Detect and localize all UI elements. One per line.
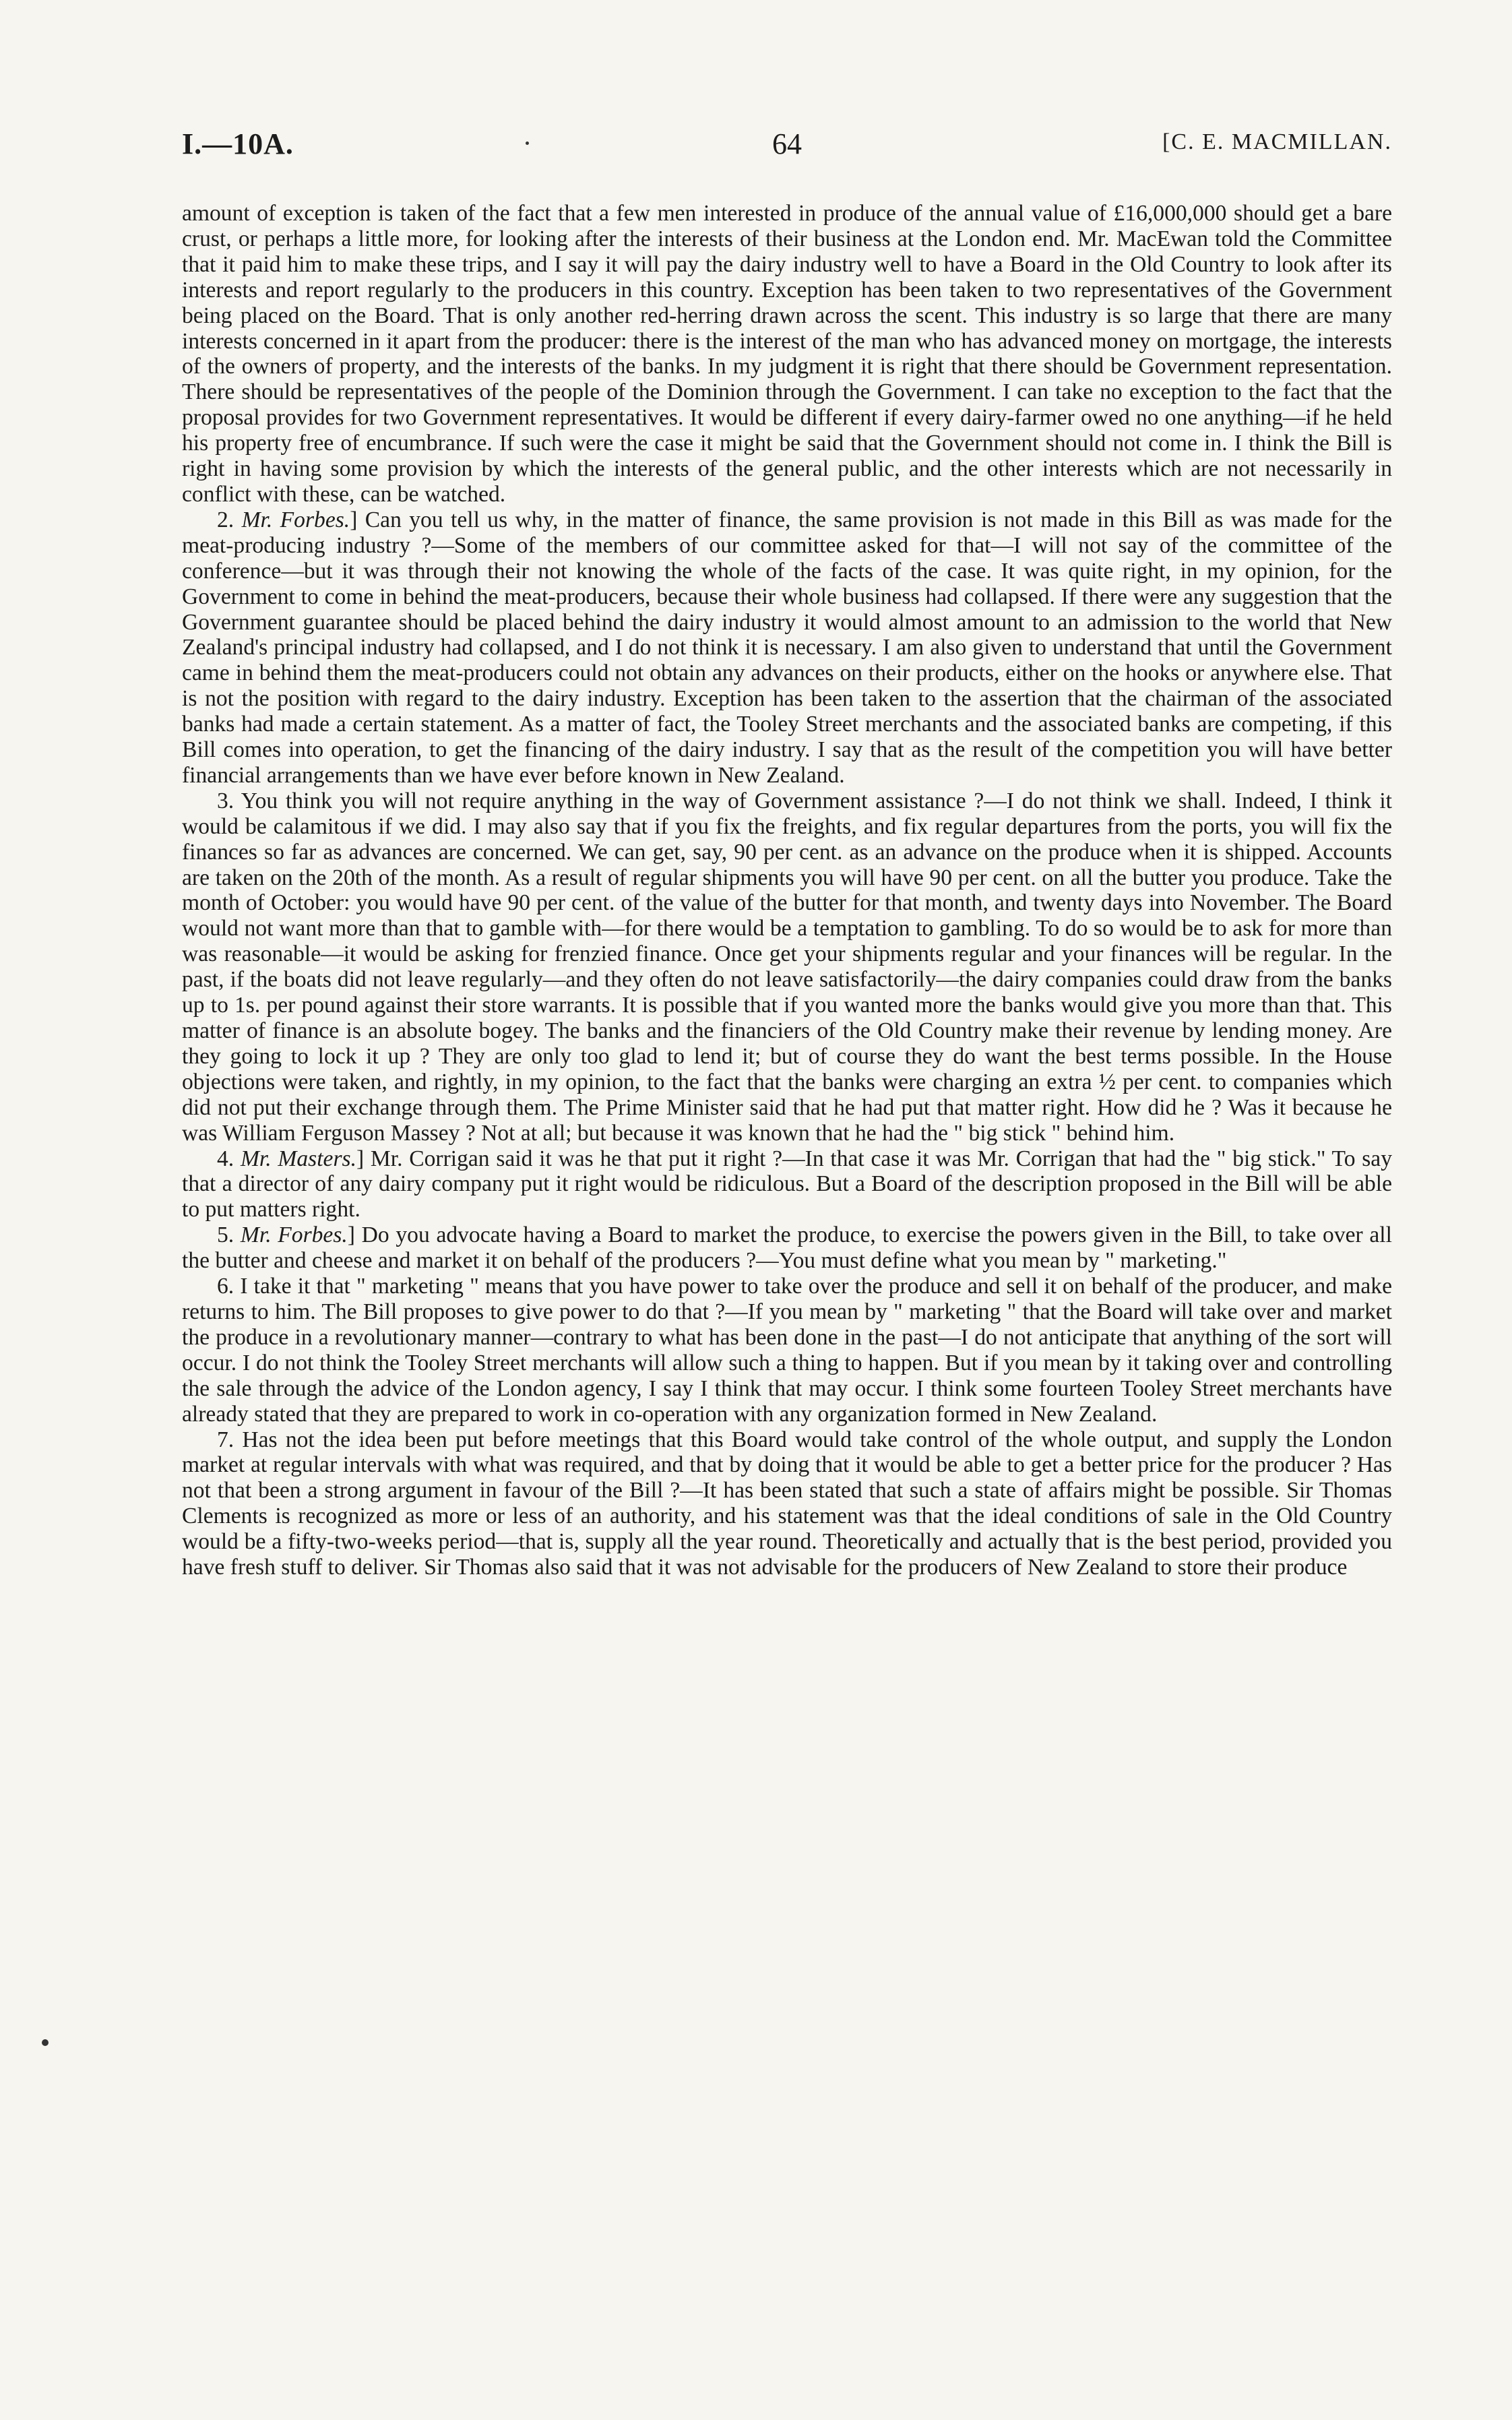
question-5 [182,1222,1392,1274]
question-number: 7. [217,1427,234,1452]
question-7 [182,1427,1392,1580]
question-number: 3. [217,788,234,813]
scan-speck-mark [526,142,529,145]
paragraph-continuation [182,201,1392,507]
paragraph-text: Has not the idea been put before meetings that this Board would take control of the whole output, and supply the London market at regular intervals with what was required, and that by doing that it would be able to get a better price for the producer ? Has not that been a strong argument in favour of the Bill ?—It has been stated that such a state of affairs might be possible. Sir Thomas Clements is recognized as more or less of an authority, and his statement was that the ideal conditions of sale in the Old Country would be a fifty-two-weeks period—that is, supply all the year round. Theoretically and actually that is the best period, provided you have fresh stuff to deliver. Sir Thomas also said that it was not advisable for the producers of New Zealand to store their produce [182,1427,1392,1580]
question-6 [182,1274,1392,1427]
question-number: 6. [217,1274,234,1299]
question-3 [182,788,1392,1146]
question-number: 5. [217,1222,234,1248]
question-number: 2. [217,507,234,532]
page-header [182,127,1392,167]
margin-dot-mark [42,2039,49,2046]
paragraph-text: You think you will not require anything in the way of Government assistance ?—I do not think we shall. Indeed, I think it would be calamitous if we did. I may also say that if you fix the freights, and fix regular departures from the ports, you will fix the finances so far as advances are concerned. We can get, say, 90 per cent. as an advance on the produce when it is shipped. Accounts are taken on the 20th of the month. As a result of regular shipments you will have 90 per cent. on all the butter you produce. Take the month of October: you would have 90 per cent. of the value of the butter for that month, and twenty days into November. The Board would not want more than that to gamble with—for there would be a temptation to gambling. To do so would be to ask for more than was reasonable—it would be asking for frenzied finance. Once get your shipments regular and your finances will be regular. In the past, if the boats did not leave regularly—and they often do not leave satisfactorily—the dairy companies could draw from the banks up to 1s. per pound against their store warrants. It is possible that if you wanted more the banks would give you more than that. This matter of finance is an absolute bogey. The banks and the financiers of the Old Country make their revenue by lending money. Are they going to lock it up ? They are only too glad to lend it; but of course they do want the best terms possible. In the House objections were taken, and rightly, in my opinion, to the fact that the banks were charging an extra ½ per cent. to companies which did not put their exchange through them. The Prime Minister said that he had put that matter right. How did he ? Was it because he was William Ferguson Massey ? Not at all; but because it was known that he had the " big stick " behind him. [182,788,1392,1146]
speaker-name: Mr. Forbes. [241,507,350,532]
paragraph-text: I take it that " marketing " means that you have power to take over the produce and sell it on behalf of the producer, and make returns to him. The Bill proposes to give power to do that ?—If you mean by " marketing " that the Board will take over and market the produce in a revolutionary manner—contrary to what has been done in the past—I do not anticipate that anything of the sort will occur. I do not think the Tooley Street merchants will allow such a thing to happen. But if you mean by it taking over and controlling the sale through the advice of the London agency, I say I think that may occur. I think some fourteen Tooley Street merchants have already stated that they are prepared to work in co-operation with any organization formed in New Zealand. [182,1274,1392,1427]
speaker-name: Mr. Masters. [240,1146,356,1171]
paragraph-text: amount of exception is taken of the fact that a few men interested in produce of the annual value of £16,000,000 should get a bare crust, or perhaps a little more, for looking after the interests of their business at the London end. Mr. MacEwan told the Committee that it paid him to make these trips, and I say it will pay the dairy industry well to have a Board in the Old Country to look after its interests and report regularly to the producers in this country. Exception has been taken to two representatives of the Government being placed on the Board. That is only another red-herring drawn across the scent. This industry is so large that there are many interests concerned in it apart from the producer: there is the interest of the man who has advanced money on mortgage, the interests of the owners of property, and the interests of the banks. In my judgment it is right that there should be Government representation. There should be representatives of the people of the Dominion through the Government. I can take no exception to the fact that the proposal provides for two Government representatives. It would be different if every dairy-farmer owed no one anything—if he held his property free of encumbrance. If such were the case it might be said that the Government should not come in. I think the Bill is right in having some provision by which the interests of the general public, and the other interests which are not necessarily in conflict with these, can be watched. [182,201,1392,507]
paragraph-text: ] Can you tell us why, in the matter of finance, the same provision is not made in this Bill as was made for the meat-producing industry ?—Some of the members of our committee asked for that—I will not say of the committee of the conference—but it was through their not knowing the whole of the facts of the case. It was quite right, in my opinion, for the Government to come in behind the meat-producers, because their whole business had collapsed. If there were any suggestion that the Government guarantee should be placed behind the dairy industry it would almost amount to an admission to the world that New Zealand's principal industry had collapsed, and I do not think it is necessary. I am also given to understand that until the Government came in behind them the meat-producers could not obtain any advances on their products, either on the hooks or anywhere else. That is not the position with regard to the dairy industry. Exception has been taken to the assertion that the chairman of the associated banks had made a certain statement. As a matter of fact, the Tooley Street merchants and the associated banks are competing, if this Bill comes into operation, to get the financing of the dairy industry. I say that as the result of the competition you will have better financial arrangements than we have ever before known in New Zealand. [182,507,1392,788]
evidence-text [182,201,1392,1580]
question-number: 4. [217,1146,234,1171]
page-number: 64 [772,127,802,160]
paragraph-text: ] Do you advocate having a Board to market the produce, to exercise the powers given in the Bill, to take over all the butter and cheese and market it on behalf of the producers ?—You must define what you mean by " marketing." [182,1222,1392,1274]
question-4 [182,1146,1392,1223]
witness-name: [C. E. MACMILLAN. [1162,129,1392,154]
paragraph-text: ] Mr. Corrigan said it was he that put it right ?—In that case it was Mr. Corrigan that had the " big stick." To say that a director of any dairy company put it right would be ridiculous. But a Board of the description proposed in the Bill will be able to put matters right. [182,1146,1392,1222]
speaker-name: Mr. Forbes. [240,1222,348,1248]
question-2 [182,507,1392,788]
paper-reference: I.—10A. [182,127,294,160]
